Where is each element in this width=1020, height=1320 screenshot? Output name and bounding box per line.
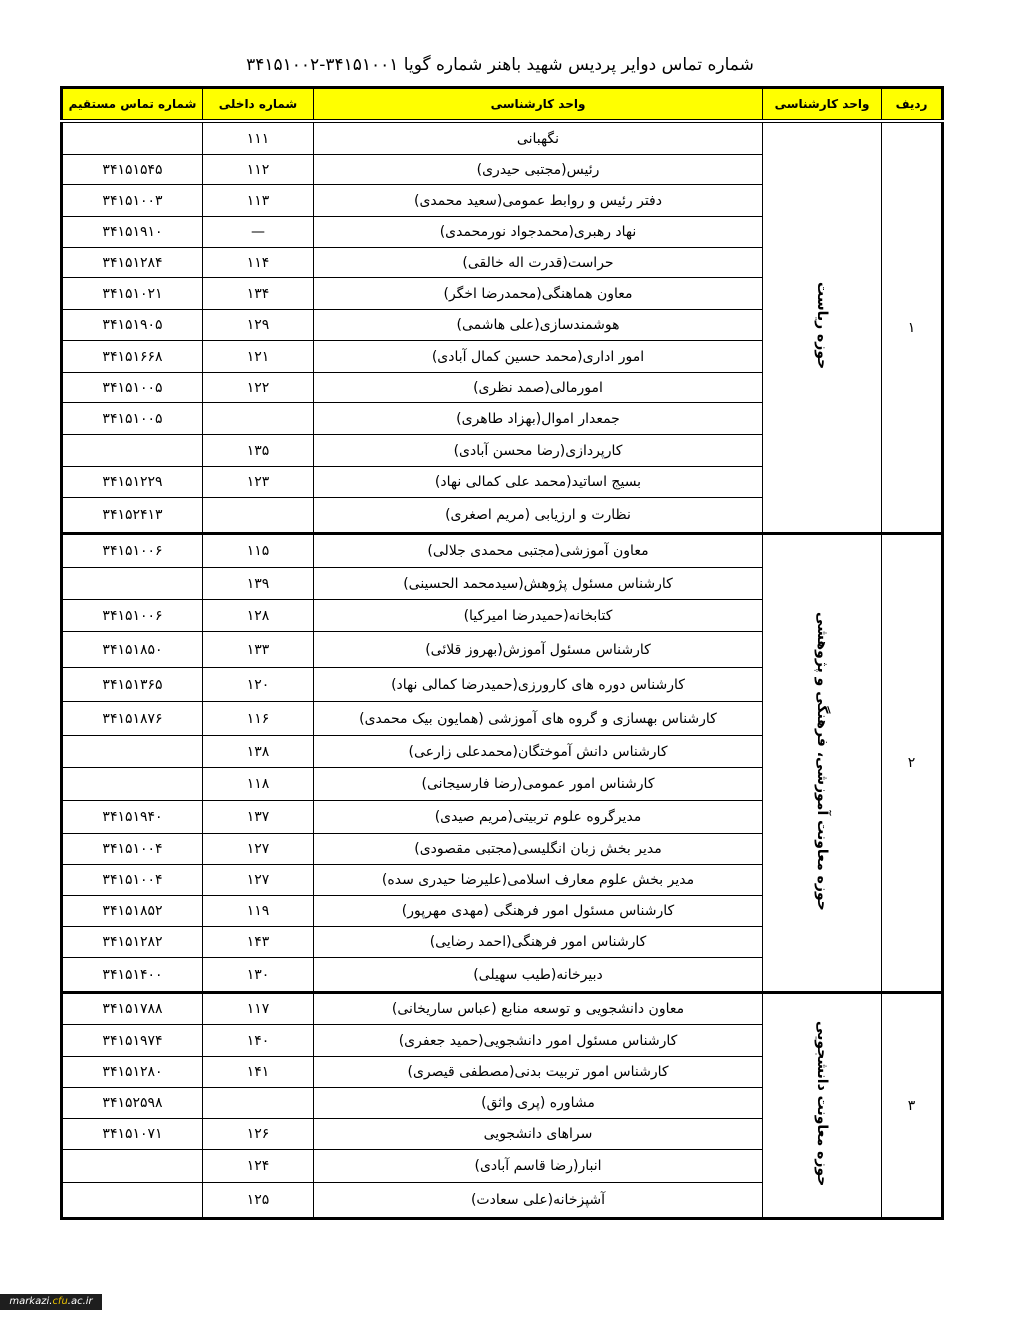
site-watermark: markazi.cfu.ac.ir <box>0 1294 102 1310</box>
table-row <box>62 993 943 1025</box>
unit-cell: کارشناس دوره های کارورزی(حمیدرضا کمالی نهاد) <box>314 668 763 702</box>
unit-cell: دبیرخانه(طیب سهیلی) <box>314 958 763 993</box>
unit-cell: نظارت و ارزیابی (مریم اصغری) <box>314 498 763 534</box>
direct-cell: ۳۴۱۵۱۰۰۶ <box>62 534 203 568</box>
header-internal: شماره داخلی <box>203 88 314 122</box>
internal-cell: ۱۱۱ <box>203 121 314 155</box>
header-row <box>62 88 943 122</box>
unit-cell: کارشناس امور فرهنگی(احمد رضایی) <box>314 927 763 958</box>
unit-cell: کارشناس بهسازی و گروه های آموزشی (همایون بیک محمدی) <box>314 702 763 736</box>
internal-cell: ۱۲۶ <box>203 1119 314 1150</box>
internal-cell: ۱۳۷ <box>203 801 314 834</box>
unit-cell: معاون دانشجویی و توسعه منابع (عباس ساریخانی) <box>314 993 763 1025</box>
unit-cell: معاون آموزشی(مجتبی محمدی جلالی) <box>314 534 763 568</box>
section-row-number: ۲ <box>882 534 943 993</box>
direct-cell: ۳۴۱۵۱۰۷۱ <box>62 1119 203 1150</box>
direct-cell: ۳۴۱۵۱۷۸۸ <box>62 993 203 1025</box>
internal-cell: ۱۱۴ <box>203 248 314 278</box>
direct-cell: ۳۴۱۵۱۲۸۰ <box>62 1057 203 1088</box>
internal-cell: ۱۲۷ <box>203 865 314 896</box>
section-name: حوزه ریاست <box>814 281 830 370</box>
internal-cell <box>203 498 314 534</box>
header-unit: واحد کارشناسی <box>314 88 763 122</box>
direct-cell <box>62 1150 203 1183</box>
direct-cell <box>62 768 203 801</box>
unit-cell: مدیر بخش زبان انگلیسی(مجتبی مقصودی) <box>314 834 763 865</box>
direct-cell: ۳۴۱۵۱۳۶۵ <box>62 668 203 702</box>
direct-cell: ۳۴۱۵۱۶۶۸ <box>62 341 203 373</box>
header-direct: شماره تماس مستقیم <box>62 88 203 122</box>
internal-cell: ۱۲۷ <box>203 834 314 865</box>
direct-cell: ۳۴۱۵۱۰۰۵ <box>62 403 203 435</box>
unit-cell: حراست(قدرت اله خالقی) <box>314 248 763 278</box>
internal-cell: — <box>203 217 314 248</box>
internal-cell: ۱۳۸ <box>203 736 314 768</box>
internal-cell <box>203 1088 314 1119</box>
internal-cell: ۱۳۳ <box>203 632 314 668</box>
direct-cell: ۳۴۱۵۱۰۰۶ <box>62 600 203 632</box>
table-row <box>62 534 943 568</box>
section-name: حوزه معاونت آموزشی، فرهنگی و پژوهشی <box>814 611 830 911</box>
internal-cell: ۱۱۳ <box>203 185 314 217</box>
header-row-number: ردیف <box>882 88 943 122</box>
direct-cell: ۳۴۱۵۲۵۹۸ <box>62 1088 203 1119</box>
internal-cell: ۱۲۹ <box>203 310 314 341</box>
internal-cell: ۱۴۰ <box>203 1025 314 1057</box>
direct-cell: ۳۴۱۵۱۵۴۵ <box>62 155 203 185</box>
internal-cell: ۱۲۵ <box>203 1183 314 1219</box>
direct-cell: ۳۴۱۵۱۰۰۵ <box>62 373 203 403</box>
section-row-number: ۳ <box>882 993 943 1219</box>
internal-cell: ۱۲۳ <box>203 467 314 498</box>
internal-cell: ۱۱۵ <box>203 534 314 568</box>
direct-cell <box>62 568 203 600</box>
contact-table <box>60 86 944 1220</box>
direct-cell: ۳۴۱۵۱۲۲۹ <box>62 467 203 498</box>
unit-cell: معاون هماهنگی(محمدرضا اخگر) <box>314 278 763 310</box>
unit-cell: مدیرگروه علوم تربیتی(مریم صیدی) <box>314 801 763 834</box>
unit-cell: آشپزخانه(علی سعادت) <box>314 1183 763 1219</box>
internal-cell: ۱۲۱ <box>203 341 314 373</box>
direct-cell: ۳۴۱۵۱۹۱۰ <box>62 217 203 248</box>
direct-cell: ۳۴۱۵۱۴۰۰ <box>62 958 203 993</box>
internal-cell: ۱۳۰ <box>203 958 314 993</box>
unit-cell: هوشمندسازی(علی هاشمی) <box>314 310 763 341</box>
unit-cell: کارشناس مسئول امور فرهنگی (مهدی مهرپور) <box>314 896 763 927</box>
direct-cell: ۳۴۱۵۱۰۰۴ <box>62 865 203 896</box>
internal-cell: ۱۱۶ <box>203 702 314 736</box>
unit-cell: کارشناس مسئول پژوهش(سیدمحمد الحسینی) <box>314 568 763 600</box>
direct-cell: ۳۴۱۵۱۸۵۰ <box>62 632 203 668</box>
direct-cell: ۳۴۱۵۱۸۵۲ <box>62 896 203 927</box>
unit-cell: امور اداری(محمد حسین کمال آبادی) <box>314 341 763 373</box>
internal-cell: ۱۲۲ <box>203 373 314 403</box>
internal-cell: ۱۲۰ <box>203 668 314 702</box>
internal-cell <box>203 403 314 435</box>
unit-cell: کارشناس امور تربیت بدنی(مصطفی قیصری) <box>314 1057 763 1088</box>
unit-cell: بسیج اساتید(محمد علی کمالی نهاد) <box>314 467 763 498</box>
direct-cell: ۳۴۱۵۱۰۰۴ <box>62 834 203 865</box>
section-name-cell <box>763 534 882 993</box>
direct-cell: ۳۴۱۵۲۴۱۳ <box>62 498 203 534</box>
internal-cell: ۱۱۸ <box>203 768 314 801</box>
section-name-cell <box>763 993 882 1219</box>
internal-cell: ۱۴۱ <box>203 1057 314 1088</box>
internal-cell: ۱۴۳ <box>203 927 314 958</box>
internal-cell: ۱۲۸ <box>203 600 314 632</box>
unit-cell: کارشناس مسئول آموزش(بهروز قلائی) <box>314 632 763 668</box>
unit-cell: دفتر رئیس و روابط عمومی(سعید محمدی) <box>314 185 763 217</box>
internal-cell: ۱۳۵ <box>203 435 314 467</box>
internal-cell: ۱۱۹ <box>203 896 314 927</box>
unit-cell: انبار(رضا قاسم آبادی) <box>314 1150 763 1183</box>
section-3 <box>62 993 943 1219</box>
direct-cell <box>62 435 203 467</box>
internal-cell: ۱۳۹ <box>203 568 314 600</box>
internal-cell: ۱۳۴ <box>203 278 314 310</box>
direct-cell <box>62 1183 203 1219</box>
internal-cell: ۱۱۷ <box>203 993 314 1025</box>
section-1 <box>62 121 943 534</box>
section-name: حوزه معاونت دانشجویی <box>814 1020 830 1187</box>
direct-cell: ۳۴۱۵۱۰۰۳ <box>62 185 203 217</box>
unit-cell: امورمالی(صمد نظری) <box>314 373 763 403</box>
unit-cell: جمعدار اموال(بهزاد طاهری) <box>314 403 763 435</box>
direct-cell <box>62 121 203 155</box>
unit-cell: نگهبانی <box>314 121 763 155</box>
internal-cell: ۱۲۴ <box>203 1150 314 1183</box>
section-row-number: ۱ <box>882 121 943 534</box>
unit-cell: کارشناس دانش آموختگان(محمدعلی زارعی) <box>314 736 763 768</box>
table-row <box>62 121 943 155</box>
page-title: شماره تماس دوایر پردیس شهید باهنر شماره گویا ۳۴۱۵۱۰۰۱-۳۴۱۵۱۰۰۲ <box>246 55 754 75</box>
unit-cell: کارشناس امور عمومی(رضا فارسیجانی) <box>314 768 763 801</box>
direct-cell: ۳۴۱۵۱۹۰۵ <box>62 310 203 341</box>
direct-cell <box>62 736 203 768</box>
direct-cell: ۳۴۱۵۱۸۷۶ <box>62 702 203 736</box>
unit-cell: رئیس(مجتبی حیدری) <box>314 155 763 185</box>
unit-cell: نهاد رهبری(محمدجواد نورمحمدی) <box>314 217 763 248</box>
unit-cell: مدیر بخش علوم معارف اسلامی(علیرضا حیدری سده) <box>314 865 763 896</box>
unit-cell: کارپردازی(رضا محسن آبادی) <box>314 435 763 467</box>
unit-cell: سراهای دانشجویی <box>314 1119 763 1150</box>
header-section: واحد کارشناسی <box>763 88 882 122</box>
section-name-cell <box>763 121 882 534</box>
direct-cell: ۳۴۱۵۱۰۲۱ <box>62 278 203 310</box>
unit-cell: کارشناس مسئول امور دانشجویی(حمید جعفری) <box>314 1025 763 1057</box>
direct-cell: ۳۴۱۵۱۹۷۴ <box>62 1025 203 1057</box>
direct-cell: ۳۴۱۵۱۲۸۴ <box>62 248 203 278</box>
unit-cell: کتابخانه(حمیدرضا امیرکیا) <box>314 600 763 632</box>
section-2 <box>62 534 943 993</box>
internal-cell: ۱۱۲ <box>203 155 314 185</box>
direct-cell: ۳۴۱۵۱۲۸۲ <box>62 927 203 958</box>
unit-cell: مشاوره (پری واثق) <box>314 1088 763 1119</box>
direct-cell: ۳۴۱۵۱۹۴۰ <box>62 801 203 834</box>
